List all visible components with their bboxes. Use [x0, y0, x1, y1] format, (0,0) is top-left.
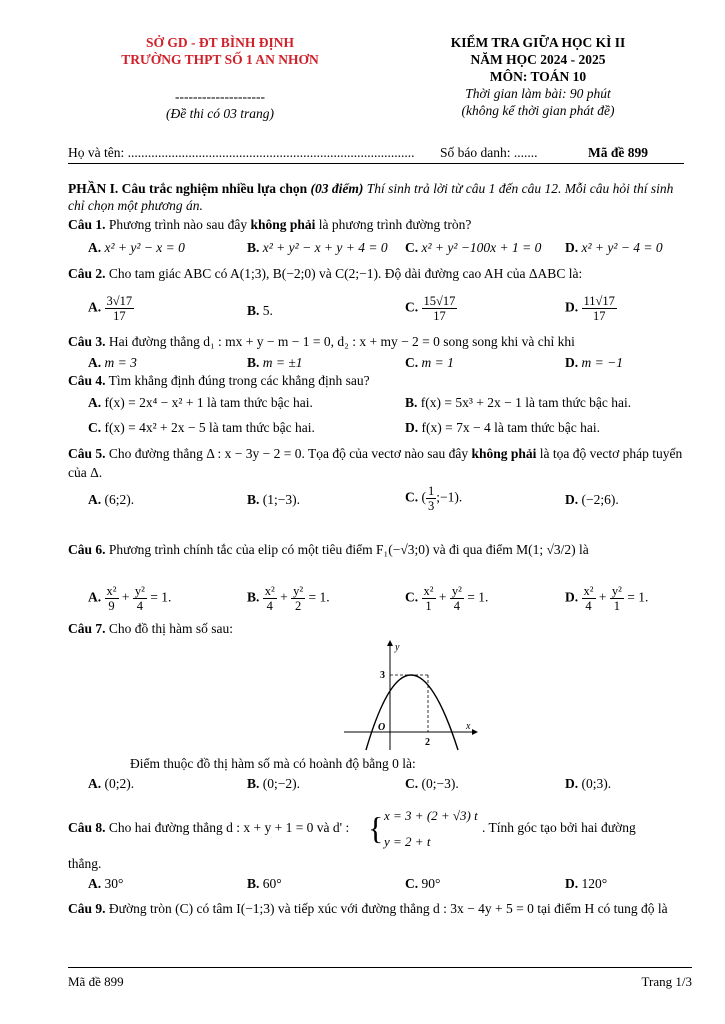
tick-x-label: 2 — [425, 737, 430, 748]
question-text: Cho tam giác ABC có A(1;3), B(−2;0) và C(2;−1). Độ dài đường cao AH của ΔABC là: — [108, 266, 583, 281]
footer-page-number: Trang 1/3 — [641, 974, 692, 989]
dept-name: SỞ GD - ĐT BÌNH ĐỊNH — [146, 35, 294, 50]
q8-option-b[interactable]: B. 60° — [247, 876, 282, 891]
q1-option-c[interactable]: C. x² + y² −100x + 1 = 0 — [405, 240, 542, 255]
part1-intro — [68, 180, 692, 214]
q6-option-b[interactable]: B. $\frac{\text{x²}}{4}$ + $\frac{\text{y²}}{2}$ = 1. — [247, 584, 330, 613]
question-text: là phương trình đường tròn? — [318, 217, 472, 232]
q4-option-d[interactable]: D. f(x) = 7x − 4 là tam thức bậc hai. — [405, 420, 600, 435]
system-brace: { — [368, 810, 384, 846]
q6-option-d[interactable]: D. $\frac{\text{x²}}{4}$ + $\frac{\text{y²}}{1}$ = 1. — [565, 584, 649, 613]
question-3 — [68, 334, 692, 350]
page-footer — [68, 967, 692, 992]
question-text: . Tính góc tạo bởi hai đường — [482, 820, 636, 835]
question-emphasis: không phải — [250, 217, 316, 232]
q2-option-b[interactable]: B. 5. — [247, 303, 273, 318]
q6-option-c[interactable]: C. $\frac{\text{x²}}{1}$ + $\frac{\text{y²}}{4}$ = 1. — [405, 584, 489, 613]
question-text: Tìm khẳng định đúng trong các khẳng định sau? — [108, 373, 370, 388]
question-1 — [68, 217, 692, 233]
question-text: thẳng. — [68, 856, 102, 871]
q7-option-d[interactable]: D. (0;3). — [565, 776, 612, 791]
question-text: Hai đường thẳng d₁ : mx + y − m − 1 = 0, d₂ : x + my − 2 = 0 song song khi và chỉ khi — [108, 334, 575, 349]
q7-option-c[interactable]: C. (0;−3). — [405, 776, 459, 791]
q7-prompt: Điểm thuộc đồ thị hàm số mà có hoành độ bằng 0 là: — [130, 756, 416, 771]
header-left — [80, 34, 360, 122]
school-name: TRƯỜNG THPT SỐ 1 AN NHƠN — [121, 52, 319, 67]
q8-option-d[interactable]: D. 120° — [565, 876, 608, 891]
dashes: -------------------- — [175, 89, 265, 104]
q5-option-b[interactable]: B. (1;−3). — [247, 492, 300, 507]
question-number: Câu 3. — [68, 334, 106, 349]
q1-option-b[interactable]: B. x² + y² − x + y + 4 = 0 — [247, 240, 388, 255]
header-right — [398, 34, 678, 119]
x-axis-arrow — [472, 729, 478, 735]
exam-title: KIỂM TRA GIỮA HỌC KÌ II — [450, 35, 626, 50]
question-number: Câu 6. — [68, 542, 106, 557]
question-7 — [68, 621, 692, 637]
question-text: Cho đồ thị hàm số sau: — [108, 621, 234, 636]
q8-option-c[interactable]: C. 90° — [405, 876, 441, 891]
q2-option-d[interactable]: D. $\frac{11√17}{17}$ — [565, 294, 615, 323]
y-axis-label: y — [395, 642, 400, 653]
subject: MÔN: TOÁN 10 — [489, 69, 587, 84]
parabola-graph — [340, 638, 480, 753]
question-6 — [68, 542, 692, 558]
q5-option-c[interactable]: C. ( $\frac{1}{3}$ ;−1). — [405, 484, 463, 513]
q8-option-a[interactable]: A. 30° — [88, 876, 124, 891]
school-year: NĂM HỌC 2024 - 2025 — [470, 52, 606, 67]
q6-option-a[interactable]: A. $\frac{\text{x²}}{9}$ + $\frac{\text{y²}}{4}$ = 1. — [88, 584, 172, 613]
parabola-curve — [366, 675, 458, 750]
pages-note: (Đề thi có 03 trang) — [166, 106, 274, 121]
question-text: Cho đường thẳng Δ : x − 3y − 2 = 0. Tọa độ của vectơ nào sau đây — [108, 446, 469, 461]
question-2 — [68, 266, 692, 282]
question-text: Cho hai đường thẳng d : x + y + 1 = 0 và d' : — [108, 820, 350, 835]
exam-time: Thời gian làm bài: 90 phút — [465, 86, 611, 101]
question-number: Câu 8. — [68, 820, 106, 835]
q7-option-b[interactable]: B. (0;−2). — [247, 776, 300, 791]
part1-points: (03 điểm) — [310, 181, 364, 196]
q3-option-d[interactable]: D. m = −1 — [565, 355, 623, 370]
question-text: Đường tròn (C) có tâm I(−1;3) và tiếp xúc với đường thẳng d : 3x − 4y + 5 = 0 tại điểm H có tung độ là — [108, 901, 668, 916]
part1-instructions: Thí sinh trả lời từ câu 1 đến câu 12. Mỗi câu hỏi thí sinh chỉ chọn một phương án. — [68, 181, 674, 213]
question-number: Câu 4. — [68, 373, 106, 388]
q5-option-d[interactable]: D. (−2;6). — [565, 492, 619, 507]
q3-option-a[interactable]: A. m = 3 — [88, 355, 137, 370]
question-text: Phương trình nào sau đây — [108, 217, 248, 232]
sbd-field: Số báo danh: ....... — [440, 145, 538, 160]
system-line-1: x = 3 + (2 + √3) t — [384, 808, 478, 823]
name-field: Họ và tên: ..................................................................................... — [68, 145, 415, 160]
x-axis-label: x — [466, 721, 471, 732]
q4-option-c[interactable]: C. f(x) = 4x² + 2x − 5 là tam thức bậc hai. — [88, 420, 315, 435]
y-axis-arrow — [387, 640, 393, 646]
origin-label: O — [378, 722, 386, 733]
q3-option-b[interactable]: B. m = ±1 — [247, 355, 303, 370]
tick-y-label: 3 — [380, 670, 385, 681]
question-text: Phương trình chính tắc của elip có một tiêu điểm F₁(−√3;0) và đi qua điểm M(1; √3/2) là — [108, 542, 589, 557]
question-text: là tọa độ vectơ pháp tuyến của Δ. — [68, 446, 683, 480]
part1-title: PHẦN I. Câu trắc nghiệm nhiều lựa chọn — [68, 181, 308, 196]
q7-option-a[interactable]: A. (0;2). — [88, 776, 135, 791]
question-number: Câu 1. — [68, 217, 106, 232]
q1-option-d[interactable]: D. x² + y² − 4 = 0 — [565, 240, 663, 255]
question-4 — [68, 373, 692, 389]
q5-option-a[interactable]: A. (6;2). — [88, 492, 135, 507]
question-number: Câu 7. — [68, 621, 106, 636]
time-note: (không kể thời gian phát đề) — [461, 103, 615, 118]
question-emphasis: không phải — [471, 446, 537, 461]
question-number: Câu 5. — [68, 446, 106, 461]
q4-option-b[interactable]: B. f(x) = 5x³ + 2x − 1 là tam thức bậc hai. — [405, 395, 632, 410]
question-9 — [68, 898, 692, 920]
q4-option-a[interactable]: A. f(x) = 2x⁴ − x² + 1 là tam thức bậc hai. — [88, 395, 313, 410]
footer-exam-code: Mã đề 899 — [68, 974, 124, 989]
q1-option-a[interactable]: A. x² + y² − x = 0 — [88, 240, 185, 255]
candidate-id-line — [68, 143, 684, 164]
question-number: Câu 2. — [68, 266, 106, 281]
q2-option-a[interactable]: A. $\frac{3√17}{17}$ — [88, 294, 133, 323]
q3-option-c[interactable]: C. m = 1 — [405, 355, 454, 370]
q2-option-c[interactable]: C. $\frac{15√17}{17}$ — [405, 294, 456, 323]
question-5 — [68, 444, 692, 482]
question-number: Câu 9. — [68, 901, 106, 916]
exam-code: Mã đề 899 — [588, 145, 648, 160]
system-line-2: y = 2 + t — [384, 834, 431, 849]
